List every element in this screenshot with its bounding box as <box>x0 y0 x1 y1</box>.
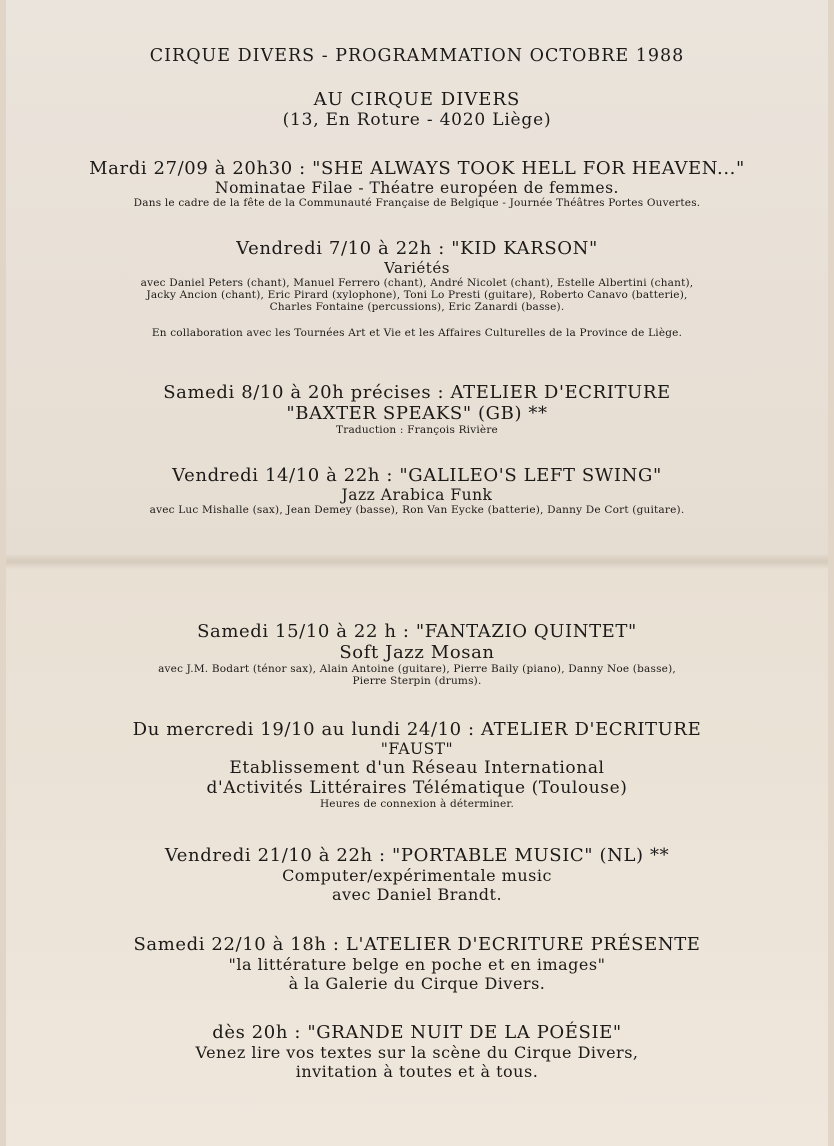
event-detail: avec J.M. Bodart (ténor sax), Alain Antoine (guitare), Pierre Baily (piano), Danny Noe (basse), <box>158 663 676 675</box>
event-block <box>0 621 834 687</box>
event-detail: Charles Fontaine (percussions), Eric Zanardi (basse). <box>269 301 565 313</box>
event-subtitle: "FAUST" <box>380 740 454 758</box>
event-subtitle: Jazz Arabica Funk <box>341 486 493 504</box>
event-heading: Du mercredi 19/10 au lundi 24/10 : ATELIER D'ECRITURE <box>132 719 702 740</box>
event-detail: Pierre Sterpin (drums). <box>352 675 482 687</box>
event-detail: En collaboration avec les Tournées Art et Vie et les Affaires Culturelles de la Province de Liège. <box>151 327 683 339</box>
event-block <box>0 382 834 436</box>
event-heading: Samedi 15/10 à 22 h : "FANTAZIO QUINTET" <box>197 621 637 642</box>
event-subtitle: Venez lire vos textes sur la scène du Cirque Divers, <box>195 1043 639 1062</box>
event-block <box>0 719 834 810</box>
event-heading: Vendredi 14/10 à 22h : "GALILEO'S LEFT SWING" <box>172 465 662 486</box>
event-block <box>0 934 834 993</box>
event-detail: Jacky Ancion (chant), Eric Pirard (xylophone), Toni Lo Presti (guitare), Roberto Canavo (batterie), <box>146 289 688 301</box>
event-subtitle: "la littérature belge en poche et en images" <box>228 955 606 974</box>
event-detail: Traduction : François Rivière <box>336 424 498 436</box>
event-subtitle: invitation à toutes et à tous. <box>295 1062 539 1081</box>
event-subtitle: "BAXTER SPEAKS" (GB) ** <box>286 403 548 424</box>
event-heading: Mardi 27/09 à 20h30 : "SHE ALWAYS TOOK HELL FOR HEAVEN..." <box>89 158 745 179</box>
program-title: CIRQUE DIVERS - PROGRAMMATION OCTOBRE 1988 <box>149 46 685 66</box>
event-subtitle: Computer/expérimentale music <box>282 866 552 885</box>
event-heading: Vendredi 7/10 à 22h : "KID KARSON" <box>236 238 598 259</box>
event-subtitle: Nominatae Filae - Théatre européen de femmes. <box>215 179 619 197</box>
event-subtitle: Soft Jazz Mosan <box>339 642 495 663</box>
event-block <box>0 845 834 904</box>
event-heading: Samedi 22/10 à 18h : L'ATELIER D'ECRITURE PRÉSENTE <box>133 934 701 955</box>
event-block <box>0 238 834 339</box>
page-fold <box>0 555 834 569</box>
event-detail: avec Daniel Peters (chant), Manuel Ferrero (chant), André Nicolet (chant), Estelle Albertini (chant), <box>140 277 694 289</box>
event-heading: Samedi 8/10 à 20h précises : ATELIER D'ECRITURE <box>163 382 671 403</box>
event-subtitle: Etablissement d'un Réseau International <box>229 758 605 778</box>
venue-name: AU CIRQUE DIVERS <box>313 89 521 110</box>
event-subtitle: Variétés <box>384 259 450 277</box>
event-heading: dès 20h : "GRANDE NUIT DE LA POÉSIE" <box>212 1022 622 1043</box>
program-header <box>0 46 834 66</box>
event-subtitle: à la Galerie du Cirque Divers. <box>288 974 546 993</box>
event-detail: avec Luc Mishalle (sax), Jean Demey (basse), Ron Van Eycke (batterie), Danny De Cort (guitare). <box>149 504 685 516</box>
event-block <box>0 158 834 209</box>
event-subtitle: d'Activités Littéraires Télématique (Toulouse) <box>206 778 628 798</box>
event-detail: Heures de connexion à déterminer. <box>319 798 515 810</box>
event-block <box>0 1022 834 1081</box>
event-detail: Dans le cadre de la fête de la Communauté Française de Belgique - Journée Théâtres Portes Ouvertes. <box>133 197 701 209</box>
venue-address: (13, En Roture - 4020 Liège) <box>282 110 552 130</box>
event-heading: Vendredi 21/10 à 22h : "PORTABLE MUSIC" (NL) ** <box>164 845 670 866</box>
event-block <box>0 465 834 516</box>
venue-block <box>0 89 834 130</box>
event-subtitle: avec Daniel Brandt. <box>331 885 503 904</box>
